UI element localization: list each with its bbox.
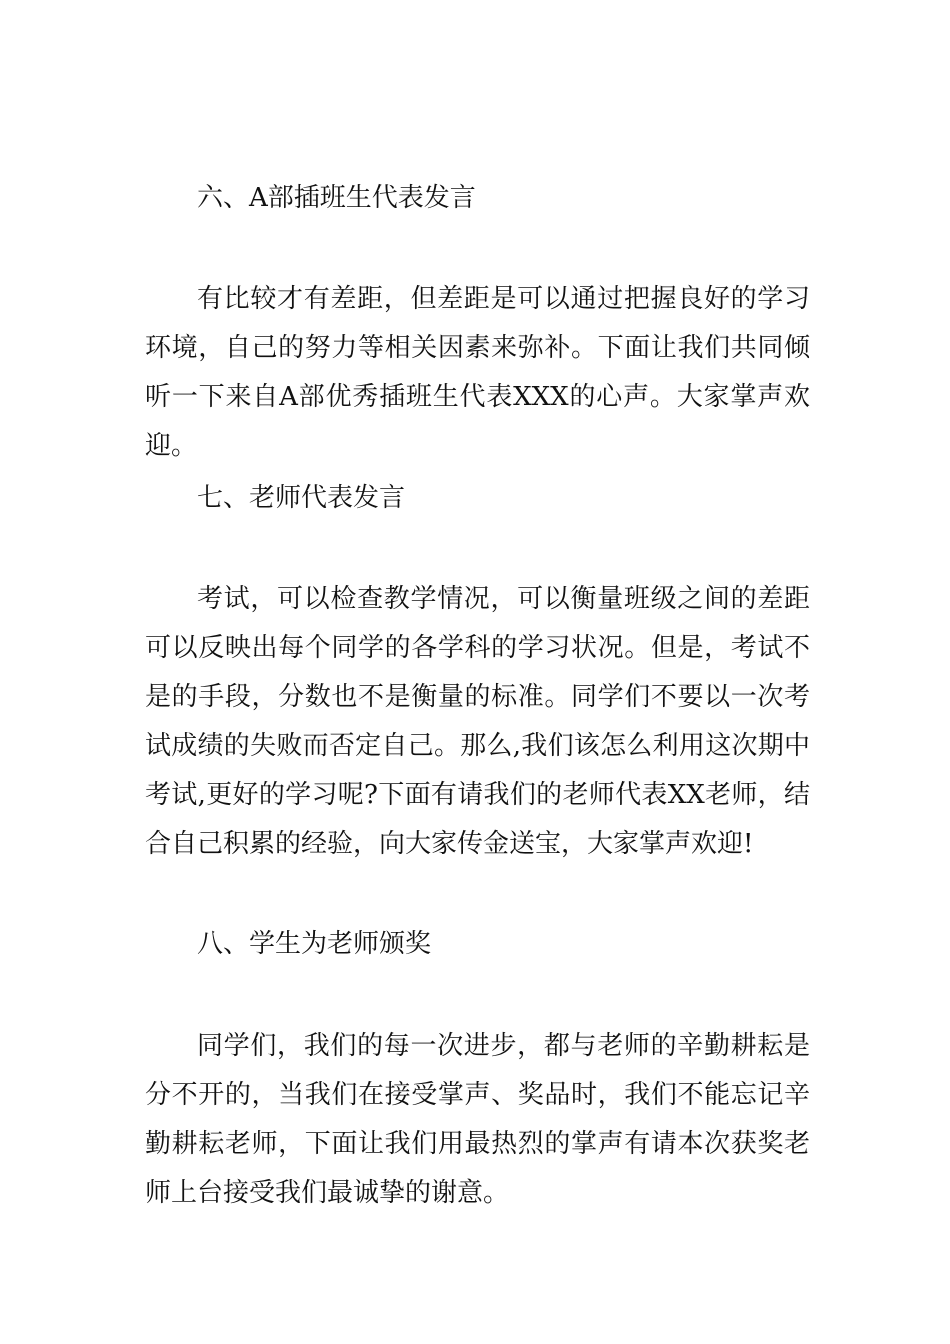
section-paragraph-7: 考试，可以检查教学情况，可以衡量班级之间的差距可以反映出每个同学的各学科的学习状况。但是，考试不是的手段，分数也不是衡量的标准。同学们不要以一次考试成绩的失败而否定自己。那么,我们该怎么利用这次期中考试,更好的学习呢?下面有请我们的老师代表XX老师，结合自己积累的经验，向大家传金送宝，大家掌声欢迎! [145,584,810,859]
section-paragraph-6: 有比较才有差距，但差距是可以通过把握良好的学习环境，自己的努力等相关因素来弥补。下面让我们共同倾听一下来自A部优秀插班生代表XXX的心声。大家掌声欢迎。 [145,284,810,461]
section-paragraph-8: 同学们，我们的每一次进步，都与老师的辛勤耕耘是分不开的，当我们在接受掌声、奖品时，我们不能忘记辛勤耕耘老师，下面让我们用最热烈的掌声有请本次获奖老师上台接受我们最诚挚的谢意。 [145,1031,810,1208]
section-heading-8: 八、学生为老师颁奖 [197,929,432,959]
section-heading-7: 七、老师代表发言 [197,483,406,513]
section-heading-6: 六、A部插班生代表发言 [197,183,476,213]
